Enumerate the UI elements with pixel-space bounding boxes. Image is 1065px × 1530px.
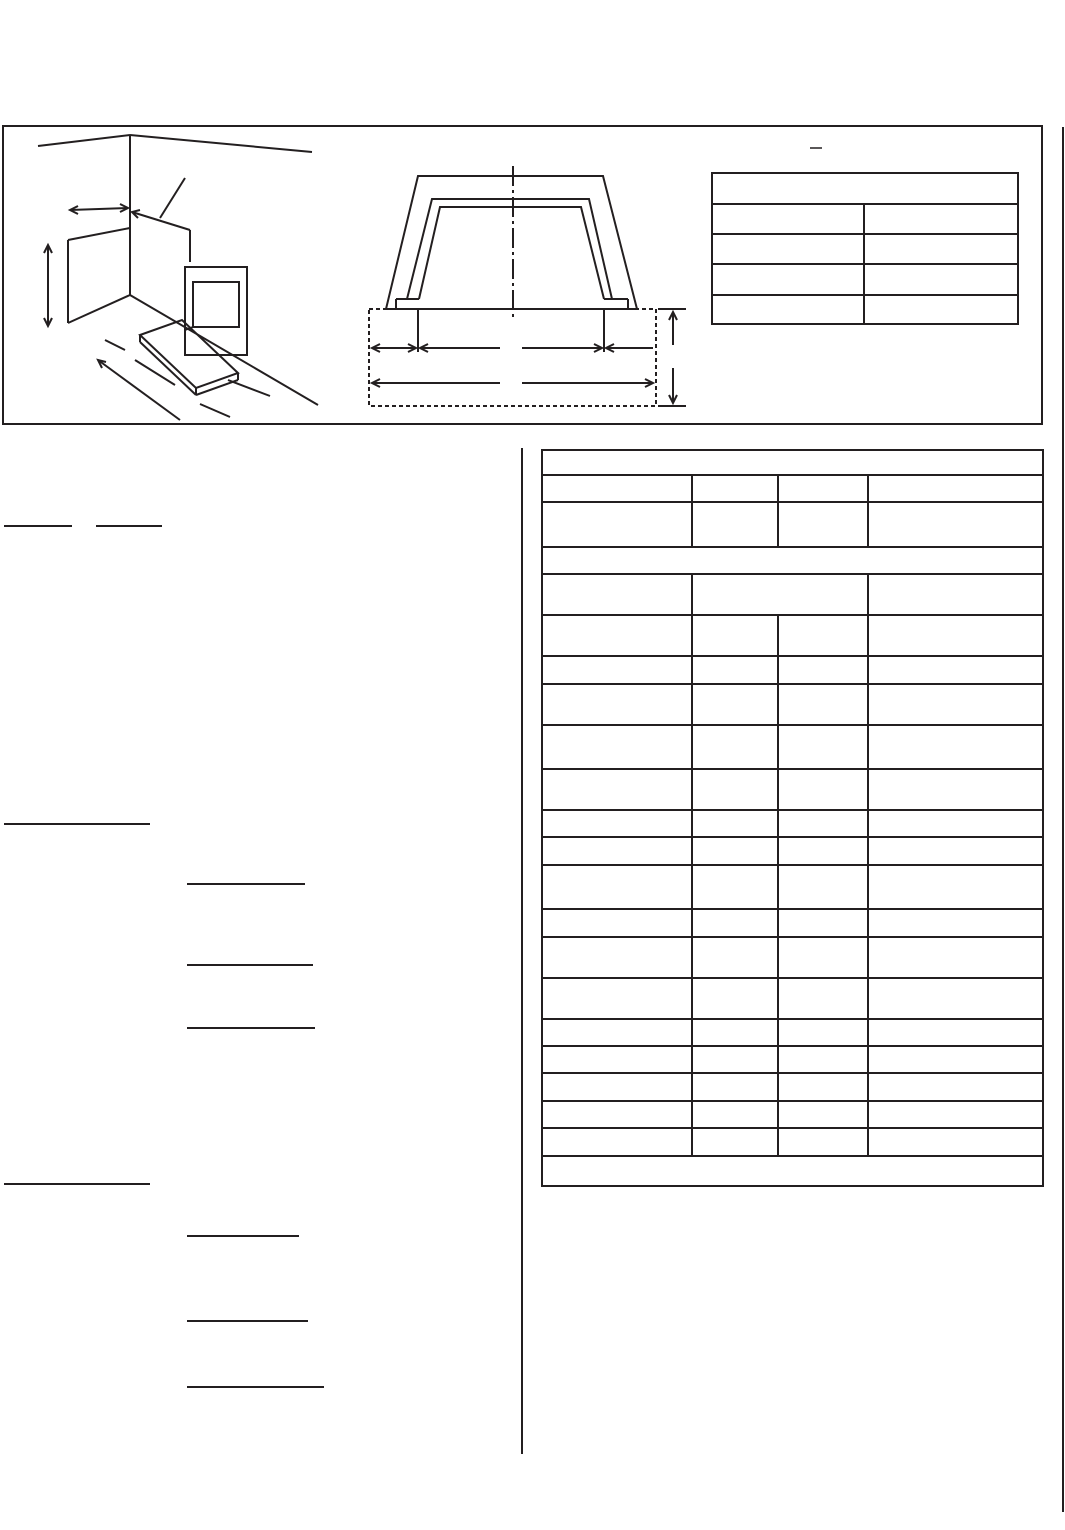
table-row-line	[541, 614, 1044, 616]
table-row-line	[541, 683, 1044, 685]
table-row-line	[541, 809, 1044, 811]
table-row-line	[541, 573, 1044, 575]
table-row-line	[541, 977, 1044, 979]
section-heading-rule	[96, 525, 162, 527]
table-row-line	[541, 724, 1044, 726]
dimension-table-drawing	[712, 148, 1018, 324]
table-row-line	[541, 474, 1044, 476]
table-row-line	[541, 1018, 1044, 1020]
table-row-line	[541, 836, 1044, 838]
table-row-line	[541, 864, 1044, 866]
table-row-line	[541, 1127, 1044, 1129]
table-col-line	[867, 573, 869, 1155]
subheading-rule	[187, 1235, 299, 1237]
table-row-line	[541, 768, 1044, 770]
section-heading-rule	[4, 525, 72, 527]
column-divider	[521, 448, 523, 1454]
subheading-rule	[187, 1027, 315, 1029]
table-row-line	[541, 1045, 1044, 1047]
table-row-line	[541, 908, 1044, 910]
installation-figure	[0, 0, 1065, 440]
table-row-line	[541, 655, 1044, 657]
table-row-line	[541, 936, 1044, 938]
table-col-line	[867, 474, 869, 546]
room-corner-drawing	[38, 135, 318, 420]
subheading-rule	[187, 964, 313, 966]
section-heading-rule	[4, 823, 150, 825]
section-heading-rule	[4, 1183, 150, 1185]
table-row-line	[541, 546, 1044, 548]
specs-table	[541, 449, 1044, 1187]
table-col-line	[691, 474, 693, 546]
subheading-rule	[187, 1386, 324, 1388]
table-col-line	[777, 614, 779, 1155]
table-col-line	[777, 474, 779, 546]
table-row-line	[541, 501, 1044, 503]
table-row-line	[541, 1100, 1044, 1102]
subheading-rule	[187, 883, 305, 885]
table-col-line	[691, 573, 693, 1155]
table-row-line	[541, 1072, 1044, 1074]
firebox-top-view	[369, 166, 686, 406]
subheading-rule	[187, 1320, 308, 1322]
table-row-line	[541, 1155, 1044, 1157]
